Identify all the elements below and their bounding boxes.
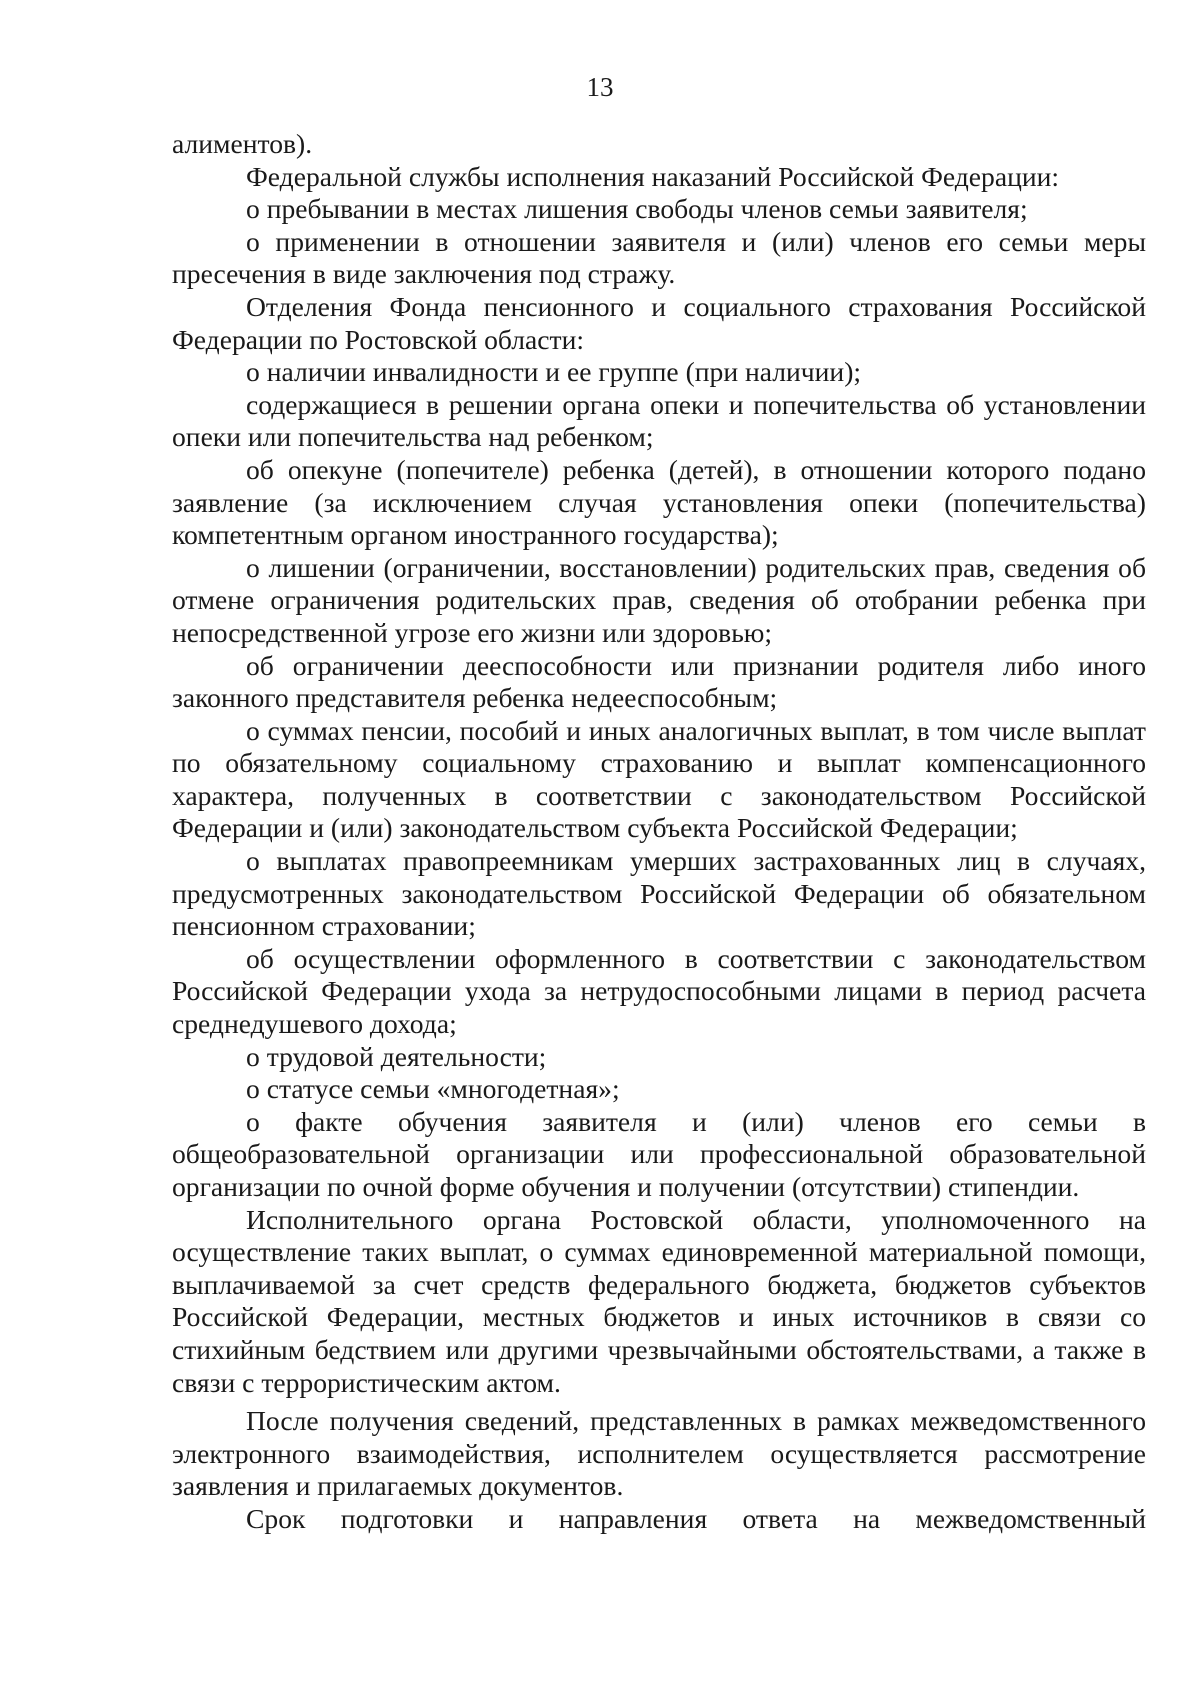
paragraph: о статусе семьи «многодетная»; xyxy=(246,1073,620,1105)
paragraph: о выплатах правопреемникам умерших застрахованных лиц в случаях, предусмотренных законодательством Российской Федерации об обязательном пенсионном страховании; xyxy=(172,845,1146,942)
paragraph: об ограничении дееспособности или признании родителя либо иного законного представителя ребенка недееспособным; xyxy=(172,649,1146,714)
paragraph: о факте обучения заявителя и (или) членов его семьи в общеобразовательной организации или профессиональной образовательной организации по очной форме обучения и получении (отсутствии) стипендии. xyxy=(172,1105,1146,1202)
paragraph: о трудовой деятельности; xyxy=(246,1040,547,1072)
paragraph-continuation: алиментов). xyxy=(172,128,313,159)
paragraph-fsin-heading: Федеральной службы исполнения наказаний Российской Федерации: xyxy=(246,160,1060,192)
paragraph-sfr-heading: Отделения Фонда пенсионного и социального страхования Российской Федерации по Ростовской области: xyxy=(172,290,1146,355)
paragraph: о лишении (ограничении, восстановлении) родительских прав, сведения об отмене ограничения родительских прав, сведения об отобрании ребенка при непосредственной угрозе его жизни или здоровью; xyxy=(172,551,1146,648)
paragraph: содержащиеся в решении органа опеки и попечительства об установлении опеки или попечительства над ребенком; xyxy=(172,388,1146,453)
paragraph-continues-next-page: Срок подготовки и направления ответа на межведомственный xyxy=(246,1502,1146,1534)
paragraph: о применении в отношении заявителя и (или) членов его семьи меры пресечения в виде заключения под стражу. xyxy=(172,225,1146,290)
paragraph: о пребывании в местах лишения свободы членов семьи заявителя; xyxy=(246,193,1028,225)
paragraph-regional-authority: Исполнительного органа Ростовской области, уполномоченного на осуществление таких выплат, о суммах единовременной материальной помощи, выплачиваемой за счет средств федерального бюджета, бюджетов субъектов Российской Федерации, местных бюджетов и иных источников в связи со стихийным бедствием или другими чрезвычайными обстоятельствами, а также в связи с террористическим актом. xyxy=(172,1203,1146,1398)
paragraph: о суммах пенсии, пособий и иных аналогичных выплат, в том числе выплат по обязательному социальному страхованию и выплат компенсационного характера, полученных в соответствии с законодательством Российской Федерации и (или) законодательством субъекта Российской Федерации; xyxy=(172,714,1146,844)
paragraph: о наличии инвалидности и ее группе (при наличии); xyxy=(246,356,862,388)
paragraph: об осуществлении оформленного в соответствии с законодательством Российской Федерации ухода за нетрудоспособными лицами в период расчета среднедушевого дохода; xyxy=(172,942,1146,1040)
paragraph: После получения сведений, представленных в рамках межведомственного электронного взаимодействия, исполнителем осуществляется рассмотрение заявления и прилагаемых документов. xyxy=(172,1405,1146,1502)
page-number: 13 xyxy=(586,72,614,102)
document-body xyxy=(172,128,1146,1536)
paragraph: об опекуне (попечителе) ребенка (детей), в отношении которого подано заявление (за исключением случая установления опеки (попечительства) компетентным органом иностранного государства); xyxy=(172,453,1146,551)
